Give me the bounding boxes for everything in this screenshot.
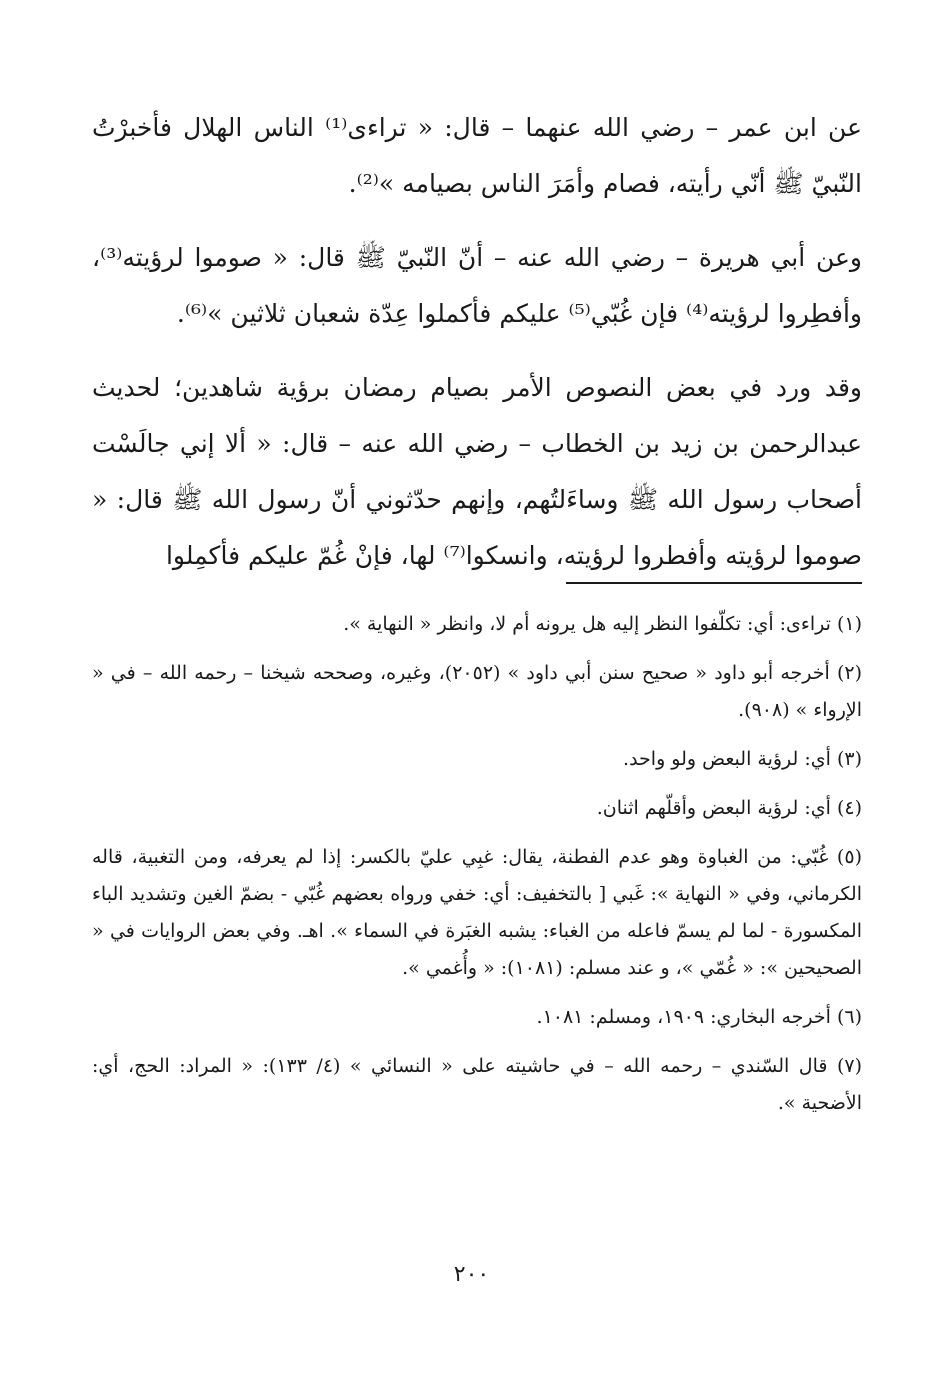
page-body bbox=[92, 100, 863, 1114]
footnote-separator bbox=[566, 582, 862, 584]
footnote-1: (١) تراءى: أي: تكلّفوا النظر إليه هل يرونه أم لا، وانظر « النهاية ». bbox=[343, 613, 862, 635]
footnote-5: (٥) غُبّي: من الغباوة وهو عدم الفطنة، يقال: غبِي عليّ بالكسر: إذا لم يعرفه، ومن التغبية، قاله الكرماني، وفي « النهاية »: غَبي [ بالتخفيف: أي: خفي ورواه بعضهم غُبّي - بضمّ الغين وتشديد الباء المكسورة - لما لم يسمّ فاعله من الغباء: يشبه الغبَرة في السماء ». اهـ. وفي بعض الروايات في « الصحيحين »: « غُمّي »، و عند مسلم: (١٠٨١): « وأُغمي ». bbox=[92, 846, 862, 979]
footnotes bbox=[92, 606, 862, 1134]
footnote-4: (٤) أي: لرؤية البعض وأقلّهم اثنان. bbox=[596, 797, 862, 819]
body-paragraph-2: وعن أبي هريرة – رضي الله عنه – أنّ النّبيّ ﷺ قال: « صوموا لرؤيته⁽³⁾، وأفطِروا لرؤيته⁽⁴⁾ فإن غُبّي⁽⁵⁾ عليكم فأكملوا عِدّة شعبان ثلاثين »⁽⁶⁾. bbox=[92, 243, 862, 328]
footnote-3: (٣) أي: لرؤية البعض ولو واحد. bbox=[623, 748, 862, 770]
body-paragraph-1: عن ابن عمر – رضي الله عنهما – قال: « تراءى⁽¹⁾ الناس الهلال فأخبرْتُ النّبيّ ﷺ أنّي رأيته، فصام وأمَرَ الناس بصيامه »⁽²⁾. bbox=[92, 113, 862, 198]
body-paragraph-3: وقد ورد في بعض النصوص الأمر بصيام رمضان برؤية شاهدين؛ لحديث عبدالرحمن بن زيد بن الخطاب – رضي الله عنه – قال: « ألا إني جالَسْت أصحاب رسول الله ﷺ وساءَلتُهم، وإنهم حدّثوني أنّ رسول الله ﷺ قال: « صوموا لرؤيته وأفطروا لرؤيته، وانسكوا⁽⁷⁾ لها، فإنْ غُمّ عليكم فأكمِلوا bbox=[92, 373, 862, 570]
footnote-6: (٦) أخرجه البخاري: ١٩٠٩، ومسلم: ١٠٨١. bbox=[536, 1006, 862, 1028]
page-number: ٢٠٠ bbox=[453, 1262, 490, 1287]
footnote-7: (٧) قال السّندي – رحمه الله – في حاشيته على « النسائي » (٤/ ١٣٣): « المراد: الحج، أي: الأضحية ». bbox=[92, 1055, 863, 1114]
footnote-2: (٢) أخرجه أبو داود « صحيح سنن أبي داود » (٢٠٥٢)، وغيره، وصححه شيخنا – رحمه الله – في « الإرواء » (٩٠٨). bbox=[92, 662, 862, 721]
